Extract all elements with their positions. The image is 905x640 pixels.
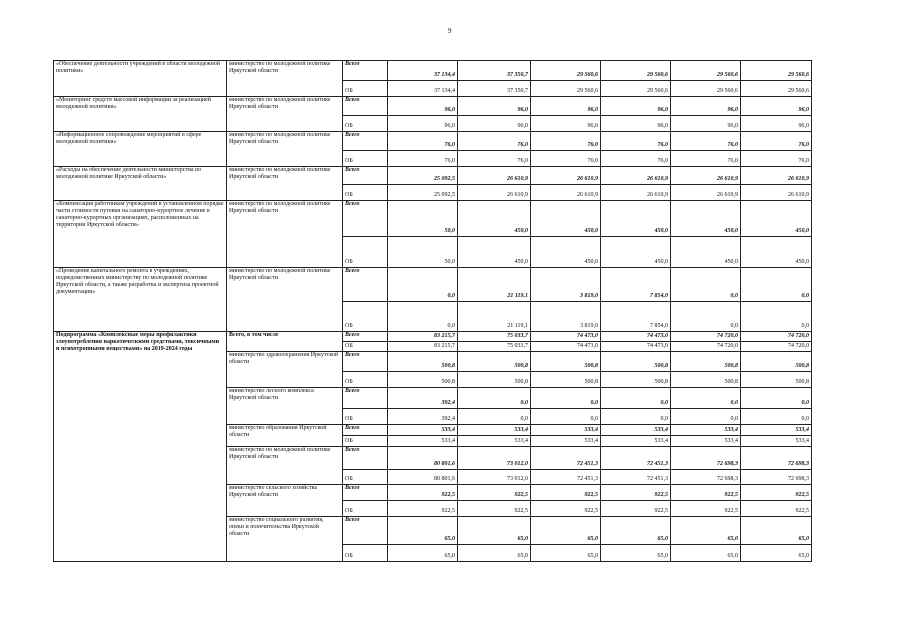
value-cell: 76,0 (741, 151, 812, 167)
value-cell: 72 698,3 (671, 470, 741, 485)
value-cell: 0,0 (601, 409, 671, 425)
value-cell: 29 560,6 (531, 61, 601, 81)
table-row (54, 97, 812, 116)
value-cell: 0,0 (531, 409, 601, 425)
value-cell: 500,8 (601, 352, 671, 372)
value-cell: 29 560,6 (601, 61, 671, 81)
program-name: «Проведение капитального ремонта в учреждениях, подведомственных министерству по молодежной политике Иркутской области, а также разработка и экспертиза проектной документации» (54, 268, 227, 332)
value-cell: 26 610,9 (458, 185, 531, 201)
value-cell: 922,5 (458, 485, 531, 501)
value-cell: 7 854,0 (601, 268, 671, 302)
executor-name: министерство по молодежной политике Иркутской области (227, 167, 343, 201)
page-number: 9 (448, 27, 452, 35)
value-cell: 533,4 (741, 425, 812, 436)
program-name: «Расходы на обеспечение деятельности министерства по молодежной политике Иркутской области» (54, 167, 227, 201)
value-cell: 96,0 (741, 97, 812, 116)
value-cell: 29 560,6 (531, 81, 601, 97)
source-label: ОБ (343, 501, 388, 517)
value-cell: 922,5 (388, 485, 458, 501)
value-cell: 533,4 (458, 425, 531, 436)
value-cell: 65,0 (671, 517, 741, 545)
table-row (54, 61, 812, 81)
value-cell: 25 092,5 (388, 167, 458, 185)
value-cell: 0,0 (671, 268, 741, 302)
source-label: Всего (343, 517, 388, 545)
value-cell: 76,0 (741, 132, 812, 151)
source-label: ОБ (343, 116, 388, 132)
value-cell: 50,0 (388, 201, 458, 237)
value-cell: 75 033,7 (458, 342, 531, 352)
source-label: Всего (343, 61, 388, 81)
value-cell: 80 801,6 (388, 447, 458, 470)
value-cell: 74 720,0 (741, 332, 812, 342)
value-cell: 533,4 (388, 425, 458, 436)
executor-name: Всего, в том числе (227, 332, 343, 352)
value-cell: 50,0 (388, 237, 458, 268)
value-cell: 74 473,0 (531, 342, 601, 352)
value-cell: 65,0 (601, 545, 671, 562)
program-name: «Мониторинг средств массовой информации за реализацией молодежной политики» (54, 97, 227, 132)
value-cell: 26 610,9 (531, 185, 601, 201)
value-cell: 533,4 (671, 425, 741, 436)
value-cell: 450,0 (531, 237, 601, 268)
value-cell: 96,0 (601, 97, 671, 116)
value-cell: 72 698,3 (741, 447, 812, 470)
value-cell: 922,5 (388, 501, 458, 517)
value-cell: 922,5 (531, 485, 601, 501)
value-cell: 7 854,0 (601, 302, 671, 332)
value-cell: 26 610,9 (601, 185, 671, 201)
value-cell: 76,0 (388, 151, 458, 167)
value-cell: 96,0 (388, 97, 458, 116)
value-cell: 76,0 (601, 151, 671, 167)
value-cell: 922,5 (601, 501, 671, 517)
value-cell: 29 560,6 (741, 81, 812, 97)
value-cell: 922,5 (671, 485, 741, 501)
value-cell: 533,4 (671, 436, 741, 447)
value-cell: 29 560,6 (601, 81, 671, 97)
table-row (54, 167, 812, 185)
value-cell: 72 451,3 (601, 470, 671, 485)
value-cell: 21 119,1 (458, 268, 531, 302)
value-cell: 65,0 (531, 545, 601, 562)
value-cell: 96,0 (531, 116, 601, 132)
value-cell: 500,8 (741, 372, 812, 388)
value-cell: 96,0 (671, 97, 741, 116)
source-label: Всего (343, 332, 388, 342)
value-cell: 500,8 (531, 352, 601, 372)
source-label: Всего (343, 425, 388, 436)
value-cell: 76,0 (671, 151, 741, 167)
value-cell: 74 473,0 (531, 332, 601, 342)
value-cell: 0,0 (388, 268, 458, 302)
value-cell: 26 610,9 (741, 167, 812, 185)
value-cell: 3 819,0 (531, 302, 601, 332)
value-cell: 26 610,9 (458, 167, 531, 185)
value-cell: 533,4 (531, 436, 601, 447)
value-cell: 29 560,6 (741, 61, 812, 81)
value-cell: 72 698,3 (671, 447, 741, 470)
value-cell: 500,8 (388, 372, 458, 388)
table-row (54, 332, 812, 342)
value-cell: 533,4 (531, 425, 601, 436)
value-cell: 922,5 (741, 501, 812, 517)
value-cell: 72 451,3 (601, 447, 671, 470)
value-cell: 0,0 (741, 388, 812, 409)
table-row (54, 132, 812, 151)
value-cell: 65,0 (671, 545, 741, 562)
value-cell: 922,5 (531, 501, 601, 517)
value-cell: 450,0 (601, 201, 671, 237)
value-cell: 533,4 (388, 436, 458, 447)
value-cell: 0,0 (671, 409, 741, 425)
executor-name: министерство социального развития, опеки и попечительства Иркутской области (227, 517, 343, 562)
value-cell: 21 119,1 (458, 302, 531, 332)
value-cell: 96,0 (671, 116, 741, 132)
executor-name: министерство по молодежной политике Иркутской области (227, 268, 343, 332)
value-cell: 96,0 (388, 116, 458, 132)
value-cell: 450,0 (531, 201, 601, 237)
source-label: ОБ (343, 409, 388, 425)
value-cell: 500,8 (458, 352, 531, 372)
value-cell: 73 012,0 (458, 470, 531, 485)
value-cell: 0,0 (671, 302, 741, 332)
source-label: ОБ (343, 372, 388, 388)
source-label: ОБ (343, 237, 388, 268)
value-cell: 450,0 (458, 201, 531, 237)
value-cell: 0,0 (531, 388, 601, 409)
value-cell: 500,8 (531, 372, 601, 388)
value-cell: 83 215,7 (388, 342, 458, 352)
value-cell: 74 720,0 (741, 342, 812, 352)
value-cell: 37 350,7 (458, 61, 531, 81)
value-cell: 65,0 (601, 517, 671, 545)
value-cell: 0,0 (671, 388, 741, 409)
value-cell: 37 134,4 (388, 81, 458, 97)
value-cell: 73 012,0 (458, 447, 531, 470)
value-cell: 26 610,9 (671, 185, 741, 201)
value-cell: 533,4 (601, 425, 671, 436)
value-cell: 450,0 (671, 201, 741, 237)
value-cell: 392,4 (388, 388, 458, 409)
source-label: ОБ (343, 151, 388, 167)
value-cell: 500,8 (601, 372, 671, 388)
value-cell: 29 560,6 (671, 81, 741, 97)
executor-name: министерство лесного комплекса Иркутской области (227, 388, 343, 425)
source-label: ОБ (343, 81, 388, 97)
value-cell: 96,0 (458, 116, 531, 132)
value-cell: 922,5 (601, 485, 671, 501)
value-cell: 0,0 (741, 268, 812, 302)
value-cell: 922,5 (741, 485, 812, 501)
executor-name: министерство сельского хозяйства Иркутской области (227, 485, 343, 517)
value-cell: 3 819,0 (531, 268, 601, 302)
value-cell: 0,0 (741, 409, 812, 425)
program-name: «Информационное сопровождение мероприятий в сфере молодежной политики» (54, 132, 227, 167)
source-label: Всего (343, 447, 388, 470)
value-cell: 74 473,0 (601, 342, 671, 352)
source-label: Всего (343, 268, 388, 302)
value-cell: 922,5 (458, 501, 531, 517)
value-cell: 72 698,3 (741, 470, 812, 485)
value-cell: 0,0 (601, 388, 671, 409)
value-cell: 500,8 (741, 352, 812, 372)
value-cell: 96,0 (741, 116, 812, 132)
executor-name: министерство по молодежной политике Иркутской области (227, 201, 343, 268)
value-cell: 500,8 (458, 372, 531, 388)
source-label: Всего (343, 132, 388, 151)
value-cell: 500,8 (388, 352, 458, 372)
value-cell: 80 801,6 (388, 470, 458, 485)
value-cell: 76,0 (458, 151, 531, 167)
value-cell: 83 215,7 (388, 332, 458, 342)
table-row (54, 268, 812, 302)
value-cell: 26 610,9 (671, 167, 741, 185)
source-label: ОБ (343, 185, 388, 201)
value-cell: 65,0 (388, 545, 458, 562)
table-row (54, 201, 812, 237)
executor-name: министерство по молодежной политике Иркутской области (227, 447, 343, 485)
value-cell: 0,0 (741, 302, 812, 332)
source-label: Всего (343, 485, 388, 501)
value-cell: 96,0 (458, 97, 531, 116)
value-cell: 500,8 (671, 372, 741, 388)
value-cell: 65,0 (388, 517, 458, 545)
value-cell: 65,0 (458, 517, 531, 545)
value-cell: 450,0 (741, 237, 812, 268)
value-cell: 75 033,7 (458, 332, 531, 342)
value-cell: 65,0 (741, 545, 812, 562)
value-cell: 74 720,0 (671, 332, 741, 342)
program-name: «Обеспечение деятельности учреждений в области молодежной политики» (54, 61, 227, 97)
value-cell: 76,0 (601, 132, 671, 151)
value-cell: 0,0 (458, 388, 531, 409)
budget-table (53, 60, 812, 562)
source-label: Всего (343, 201, 388, 237)
value-cell: 26 610,9 (741, 185, 812, 201)
value-cell: 96,0 (601, 116, 671, 132)
executor-name: министерство здравоохранения Иркутской области (227, 352, 343, 388)
source-label: ОБ (343, 302, 388, 332)
source-label: ОБ (343, 436, 388, 447)
value-cell: 0,0 (458, 409, 531, 425)
source-label: Всего (343, 352, 388, 372)
source-label: ОБ (343, 342, 388, 352)
value-cell: 76,0 (531, 151, 601, 167)
value-cell: 65,0 (741, 517, 812, 545)
value-cell: 76,0 (388, 132, 458, 151)
value-cell: 37 134,4 (388, 61, 458, 81)
value-cell: 74 720,0 (671, 342, 741, 352)
program-name: «Компенсация работникам учреждений в установленном порядке части стоимости путевки на санаторно-курортное лечение в санаторно-курортных организациях, расположенных на территории Иркутской области» (54, 201, 227, 268)
value-cell: 76,0 (531, 132, 601, 151)
value-cell: 533,4 (601, 436, 671, 447)
value-cell: 533,4 (458, 436, 531, 447)
value-cell: 450,0 (601, 237, 671, 268)
value-cell: 72 451,3 (531, 447, 601, 470)
value-cell: 76,0 (458, 132, 531, 151)
executor-name: министерство по молодежной политике Иркутской области (227, 97, 343, 132)
value-cell: 96,0 (531, 97, 601, 116)
value-cell: 0,0 (388, 302, 458, 332)
value-cell: 26 610,9 (601, 167, 671, 185)
value-cell: 26 610,9 (531, 167, 601, 185)
value-cell: 76,0 (671, 132, 741, 151)
source-label: ОБ (343, 545, 388, 562)
value-cell: 450,0 (458, 237, 531, 268)
executor-name: министерство образования Иркутской области (227, 425, 343, 447)
value-cell: 533,4 (741, 436, 812, 447)
value-cell: 65,0 (531, 517, 601, 545)
value-cell: 29 560,6 (671, 61, 741, 81)
value-cell: 450,0 (741, 201, 812, 237)
value-cell: 74 473,0 (601, 332, 671, 342)
value-cell: 37 350,7 (458, 81, 531, 97)
value-cell: 65,0 (458, 545, 531, 562)
source-label: ОБ (343, 470, 388, 485)
value-cell: 500,8 (671, 352, 741, 372)
value-cell: 922,5 (671, 501, 741, 517)
value-cell: 25 092,5 (388, 185, 458, 201)
executor-name: министерство по молодежной политике Иркутской области (227, 132, 343, 167)
value-cell: 392,4 (388, 409, 458, 425)
subprogram-title: Подпрограмма «Комплексные меры профилактики злоупотребления наркотическими средствами, токсичными и психотропными веществами» на 2019-2024 годы (54, 332, 227, 562)
source-label: Всего (343, 167, 388, 185)
value-cell: 450,0 (671, 237, 741, 268)
source-label: Всего (343, 97, 388, 116)
executor-name: министерство по молодежной политике Иркутской области (227, 61, 343, 97)
source-label: Всего (343, 388, 388, 409)
value-cell: 72 451,3 (531, 470, 601, 485)
